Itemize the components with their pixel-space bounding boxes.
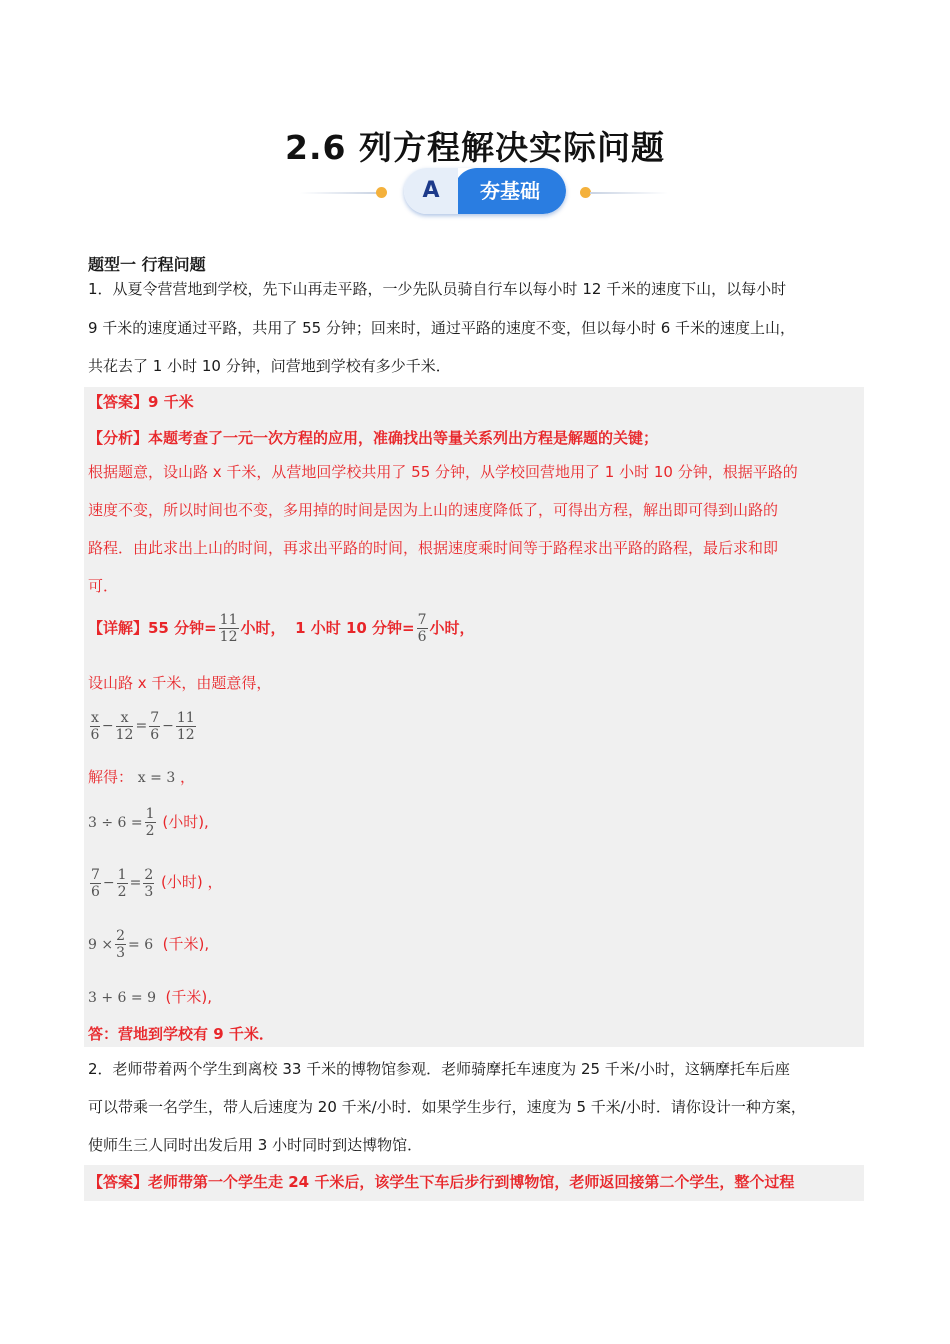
q1-let: 设山路 x 千米，由题意得， [88, 674, 272, 692]
banner-dot-left [376, 187, 387, 198]
q1-line3: 共花去了 1 小时 10 分钟，问营地到学校有多少千米． [88, 357, 451, 375]
q1-analysis-5: 可． [88, 577, 119, 595]
calc-3: 9 × $\frac{2}{3}$ = 6 (千米), [88, 928, 210, 961]
detail-mid: 1 小时 10 分钟= [295, 619, 415, 637]
q1-analysis-3: 速度不变，所以时间也不变，多用掉的时间是因为上山的速度降低了，可得出方程，解出即可得到山路的 [88, 501, 779, 519]
q2-line3: 使师生三人同时出发后用 3 小时同时到达博物馆． [88, 1136, 423, 1154]
calc-4: 3 + 6 = 9 (千米), [88, 988, 213, 1006]
q2-line1: 2．老师带着两个学生到离校 33 千米的博物馆参观．老师骑摩托车速度为 25 千米/小时，这辆摩托车后座 [88, 1060, 790, 1078]
fraction-7-6: $\frac{7}{6}$ [417, 612, 427, 645]
section-heading: 题型一 行程问题 [88, 255, 206, 274]
q2-line2: 可以带乘一名学生，带人后速度为 20 千米/小时．如果学生步行，速度为 5 千米/小时．请你设计一种方案， [88, 1098, 806, 1116]
q1-answer: 【答案】9 千米 [88, 393, 194, 411]
page-title: 2.6 列方程解决实际问题 [285, 128, 665, 167]
banner-label: 夯基础 [454, 168, 566, 214]
q1-line2: 9 千米的速度通过平路，共用了 55 分钟；回来时，通过平路的速度不变，但以每小时 6 千米的速度上山， [88, 319, 796, 337]
banner-line-left [300, 192, 378, 194]
solve-eq: x = 3 [137, 770, 176, 786]
detail-unit-2: 小时， [429, 619, 475, 637]
section-banner [0, 168, 950, 214]
q1-analysis-4: 路程．由此求出上山的时间，再求出平路的时间，根据速度乘时间等于路程求出平路的路程，最后求和即 [88, 539, 779, 557]
banner-letter: A [404, 168, 458, 214]
equation-main: $\frac{x}{6}$ − $\frac{x}{12}$ = $\frac{7}{6}$ − $\frac{11}{12}$ [90, 709, 195, 743]
detail-prefix: 【详解】55 分钟= [88, 619, 217, 637]
banner-line-right [590, 192, 668, 194]
q1-detail-line [88, 608, 475, 648]
calc-1: 3 ÷ 6 = $\frac{1}{2}$ (小时), [88, 806, 209, 839]
banner-pill [404, 168, 566, 214]
q1-conclusion: 答：营地到学校有 9 千米． [88, 1025, 274, 1043]
detail-unit-1: 小时， [240, 619, 286, 637]
q1-analysis-1: 【分析】本题考查了一元一次方程的应用，准确找出等量关系列出方程是解题的关键； [88, 429, 659, 447]
calc-2: $\frac{7}{6}$ − $\frac{1}{2}$ = $\frac{2}{3}$ (小时) ， [91, 866, 223, 900]
fraction-11-12: $\frac{11}{12}$ [219, 612, 238, 645]
solve-line: 解得： x = 3 ， [88, 768, 196, 786]
solve-label: 解得： [88, 768, 134, 786]
q1-analysis-2: 根据题意，设山路 x 千米，从营地回学校共用了 55 分钟，从学校回营地用了 1 小时 10 分钟，根据平路的 [88, 463, 798, 481]
q2-answer: 【答案】老师带第一个学生走 24 千米后，该学生下车后步行到博物馆，老师返回接第二个学生，整个过程 [88, 1173, 795, 1191]
q1-line1: 1．从夏令营营地到学校，先下山再走平路，一少先队员骑自行车以每小时 12 千米的速度下山，以每小时 [88, 280, 787, 298]
